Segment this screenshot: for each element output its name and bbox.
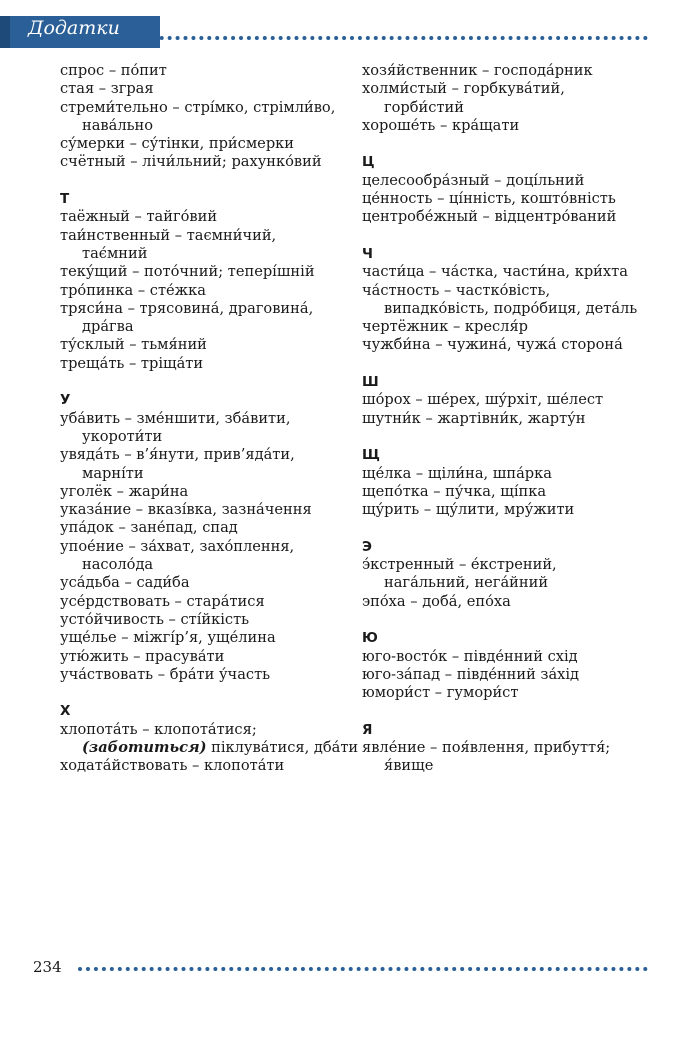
entry: уще́лье – міжгі́р’я, уще́лина xyxy=(60,629,276,647)
entry: хозя́йственник – господа́рник xyxy=(362,62,593,79)
entry-continuation: горби́стий xyxy=(384,98,464,116)
entry: эпо́ха – доба́, епо́ха xyxy=(362,592,511,610)
entry-continuation: випадко́вість, подро́биця, дета́ль xyxy=(384,299,638,317)
letter-heading: Т xyxy=(60,191,70,208)
letter-heading: Ю xyxy=(362,630,378,647)
entry: части́ца – ча́стка, части́на, кри́хта xyxy=(362,263,628,281)
entry: щу́рить – щу́лити, мру́жити xyxy=(362,501,575,519)
entry: увяда́ть – в’я́нути, прив’яда́ти, xyxy=(60,446,295,464)
entry-continuation: нага́льний, нега́йний xyxy=(384,574,549,592)
entry-continuation: нава́льно xyxy=(82,116,154,134)
entry: юмори́ст – гумори́ст xyxy=(362,684,519,702)
entry: теку́щий – пото́чний; тепері́шній xyxy=(60,263,315,281)
letter-heading: Э xyxy=(362,538,372,555)
entry: э́кстренный – е́кстрений, xyxy=(362,556,557,574)
entry: уба́вить – зме́ншити, зба́вити, xyxy=(60,409,291,427)
letter-heading: Щ xyxy=(362,447,380,464)
section-title: Додатки xyxy=(28,17,120,39)
page-number: 234 xyxy=(33,958,62,976)
entry-continuation: насоло́да xyxy=(82,556,154,574)
entry: таи́нственный – таємни́чий, xyxy=(60,226,277,244)
entry: ту́склый – тьмя́ний xyxy=(60,336,207,354)
entry: упа́док – зане́пад, спад xyxy=(60,519,238,537)
entry: счётный – лічи́льний; рахунко́вий xyxy=(60,153,322,171)
entry: явле́ние – поя́влення, прибуття́; xyxy=(362,738,611,756)
entry-continuation: я́вище xyxy=(384,757,434,775)
entry: уса́дьба – сади́ба xyxy=(60,574,190,592)
entry-continuation: тає́мний xyxy=(82,244,148,262)
entry: чужби́на – чужина́, чужа́ сторона́ xyxy=(362,336,623,354)
left-column xyxy=(60,62,359,776)
header-tab-edge xyxy=(0,16,10,48)
entry: усе́рдствовать – стара́тися xyxy=(60,592,265,610)
header-dotted-rule xyxy=(128,36,648,40)
entry: указа́ние – вказі́вка, зазна́чення xyxy=(60,501,312,519)
letter-heading: У xyxy=(60,392,71,409)
entry: спрос – по́пит xyxy=(60,62,167,79)
entry: шо́рох – ше́рех, шу́рхіт, ше́лест xyxy=(362,391,604,409)
letter-heading: Ч xyxy=(362,245,373,262)
entry: ходата́йствовать – клопота́ти xyxy=(60,757,285,775)
entry: утю́жить – прасува́ти xyxy=(60,647,225,665)
entry-continuation: укороти́ти xyxy=(82,427,163,445)
entry: юго-восто́к – півде́нний схід xyxy=(362,647,578,665)
entry: су́мерки – су́тінки, при́смерки xyxy=(60,135,295,153)
entry-continuation: дра́гва xyxy=(82,318,134,336)
entry: стреми́тельно – стрі́мко, стрімли́во, xyxy=(60,98,336,116)
entry: центробе́жный – відцентро́ваний xyxy=(362,208,617,226)
entry: целесообра́зный – доці́льний xyxy=(362,171,585,189)
entry-continuation: марні́ти xyxy=(82,464,144,482)
entry-translation: піклува́тися, дба́ти xyxy=(211,738,359,756)
entry: холми́стый – горбкува́тий, xyxy=(362,80,565,98)
entry: усто́йчивость – сті́йкість xyxy=(60,610,250,628)
letter-heading: Ш xyxy=(362,374,379,391)
letter-heading: Х xyxy=(60,703,71,720)
letter-heading: Ц xyxy=(362,154,375,171)
letter-heading: Я xyxy=(362,721,373,738)
entry: тро́пинка – сте́жка xyxy=(60,281,206,299)
footer-dotted-rule xyxy=(78,967,648,971)
entry: тряси́на – трясовина́, драговина́, xyxy=(60,299,314,317)
entry: ще́лка – щіли́на, шпа́рка xyxy=(362,464,552,482)
right-column xyxy=(362,62,662,776)
entry: хлопота́ть – клопота́тися; xyxy=(60,720,257,738)
entry: уча́ствовать – бра́ти у́часть xyxy=(60,665,271,683)
entry: хороше́ть – кра́щати xyxy=(362,116,520,134)
entry: уголёк – жари́на xyxy=(60,482,189,500)
entry: стая – зграя xyxy=(60,80,154,98)
entry: щепо́тка – пу́чка, щі́пка xyxy=(362,482,547,500)
entry-continuation xyxy=(60,738,359,757)
entry: шутни́к – жартівни́к, жарту́н xyxy=(362,409,586,427)
entry: чертёжник – кресля́р xyxy=(362,318,529,336)
entry: юго-за́пад – півде́нний за́хід xyxy=(362,665,580,683)
entry: це́нность – ці́нність, кошто́вність xyxy=(362,190,616,208)
entry: ча́стность – частко́вість, xyxy=(362,281,551,299)
entry: треща́ть – тріща́ти xyxy=(60,354,204,372)
entry-qualifier: (заботиться) xyxy=(82,738,207,756)
entry: упое́ние – за́хват, захо́плення, xyxy=(60,537,295,555)
entry: таёжный – тайго́вий xyxy=(60,208,218,226)
